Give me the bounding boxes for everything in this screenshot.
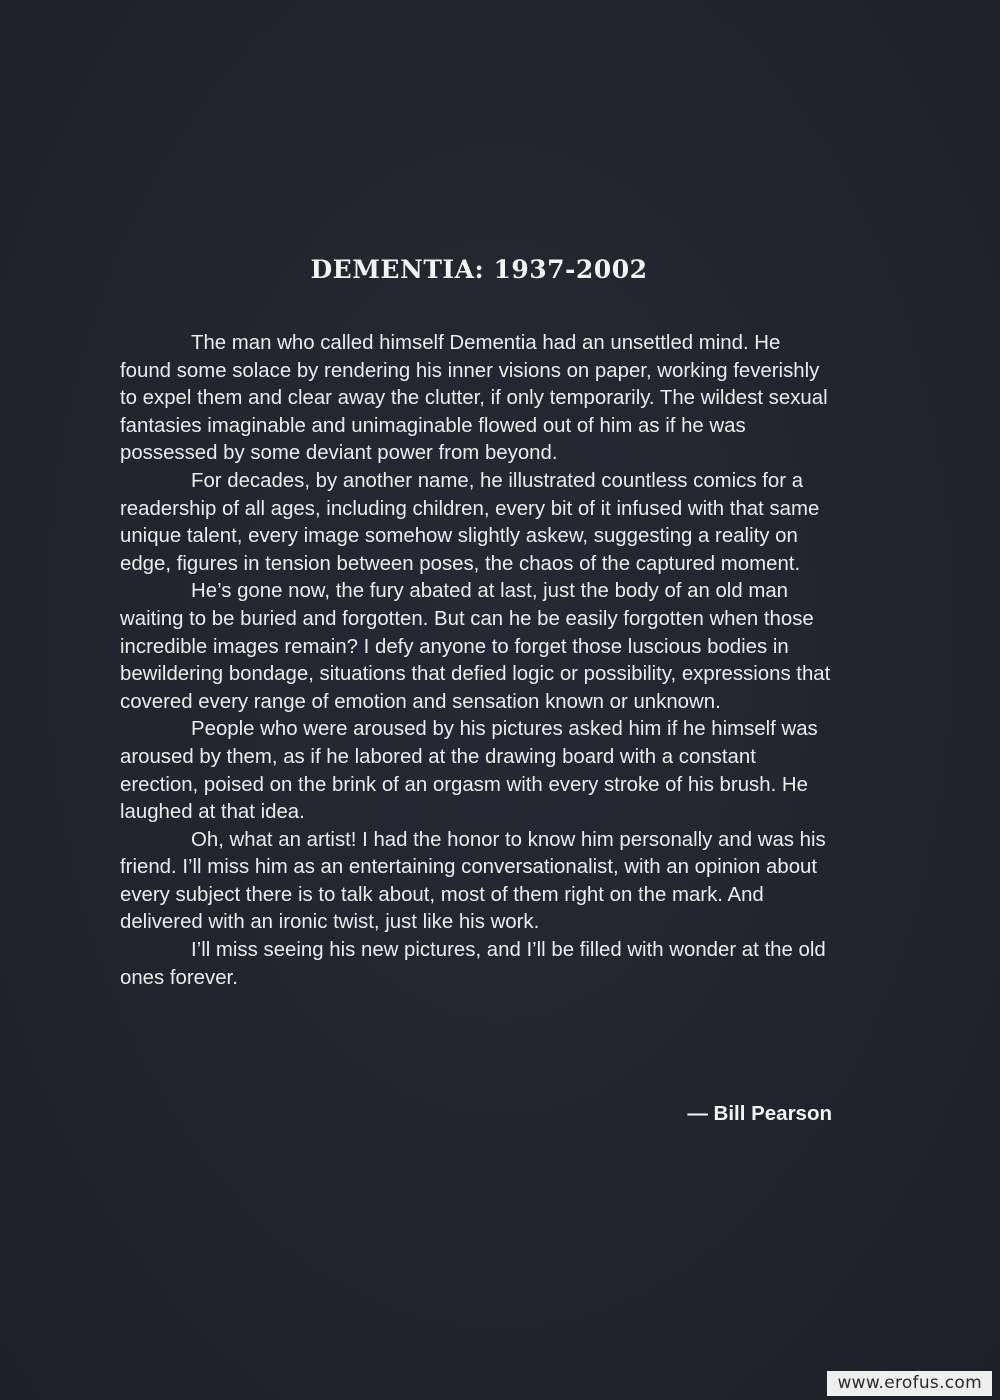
article-body [120,330,836,992]
paragraph-5: Oh, what an artist! I had the honor to know him personally and was his friend. I’ll miss him as an entertaining conversationalist, with an opinion about every subject there is to talk about, most of them right on the mark. And delivered with an ironic twist, just like his work. [120,828,826,934]
author-byline: — Bill Pearson [687,1102,832,1125]
article-title: DEMENTIA: 1937-2002 [310,255,648,284]
paragraph-1: The man who called himself Dementia had an unsettled mind. He found some solace by rendering his inner visions on paper, working feverishly to expel them and clear away the clutter, if only temporarily. The wildest sexual fantasies imaginable and unimaginable flowed out of him as if he was possessed by some deviant power from beyond. [120,332,828,465]
paragraph-2: For decades, by another name, he illustrated countless comics for a readership of all ages, including children, every bit of it infused with that same unique talent, every image somehow slightly askew, suggesting a reality on edge, figures in tension between poses, the chaos of the captured moment. [120,469,820,575]
paragraph-4: People who were aroused by his pictures asked him if he himself was aroused by them, as if he labored at the drawing board with a constant erection, poised on the brink of an orgasm with every stroke of his brush. He laughed at that idea. [120,718,818,824]
paragraph-6: I’ll miss seeing his new pictures, and I’ll be filled with wonder at the old ones forever. [120,939,826,989]
site-watermark: www.erofus.com [827,1371,992,1396]
paragraph-3: He’s gone now, the fury abated at last, just the body of an old man waiting to be buried and forgotten. But can he be easily forgotten when those incredible images remain? I defy anyone to forget those luscious bodies in bewildering bondage, situations that defied logic or possibility, expressions that covered every range of emotion and sensation known or unknown. [120,580,831,713]
